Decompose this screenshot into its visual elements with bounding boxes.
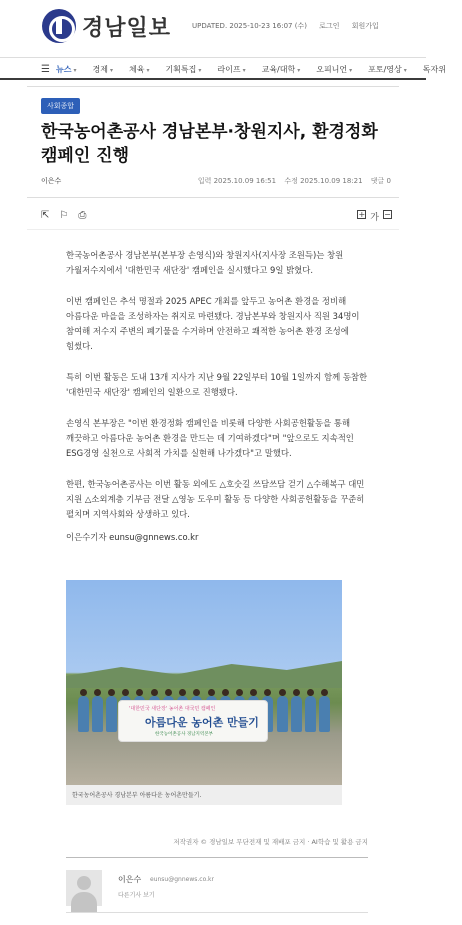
nav-item-label: 체육 — [128, 65, 145, 74]
photo-person — [291, 696, 302, 732]
chevron-down-icon: ▾ — [146, 67, 150, 74]
share-icon[interactable]: ⇱ — [41, 210, 50, 221]
photo-person — [78, 696, 89, 732]
main-nav — [0, 57, 446, 80]
nav-item-label: 기획특집 — [165, 65, 197, 74]
nav-item[interactable] — [262, 64, 301, 75]
site-logo[interactable] — [42, 9, 171, 43]
author-more-articles-link[interactable]: 다른기사 보기 — [118, 892, 155, 899]
chevron-down-icon: ▾ — [73, 67, 77, 74]
site-name: 경남일보 — [82, 15, 172, 41]
nav-item[interactable] — [423, 64, 446, 75]
article-paragraph: 한편, 한국농어촌공사는 이번 활동 외에도 △호숫길 쓰담쓰담 걷기 △수해복구 대민 지원 △소외계층 기부금 전달 △영농 도우미 활동 등 다양한 사회공헌활동을 꾸준히 펼치며 지역사회와 상생하고 있다. — [66, 479, 365, 519]
banner-top-text: '대한민국 새단장' 농어촌 대국민 캠페인 — [129, 706, 216, 712]
photo-person — [92, 696, 103, 732]
photo-caption: 한국농어촌공사 경남본부 아름다운 농어촌만들기. — [66, 785, 342, 805]
photo-banner — [118, 700, 268, 742]
photo-person — [319, 696, 330, 732]
login-link[interactable]: 로그인 — [319, 22, 340, 30]
article-dates — [192, 176, 391, 186]
chevron-down-icon: ▾ — [349, 67, 353, 74]
divider — [66, 857, 368, 858]
menu-icon[interactable]: ☰ — [41, 64, 50, 75]
nav-item[interactable] — [316, 64, 352, 75]
author-email[interactable]: eunsu@gnnews.co.kr — [150, 876, 214, 883]
chevron-down-icon: ▾ — [109, 67, 113, 74]
article-paragraph: 이번 캠페인은 추석 명절과 2025 APEC 개최를 앞두고 농어촌 환경을 정비해 아름다운 마을을 조성하자는 취지로 마련됐다. 경남본부와 창원지사 직원 34명이 참여해 저수지 주변의 폐기물을 수거하며 안전하고 쾌적한 농어촌 환경 조성에 힘썼다. — [66, 296, 360, 351]
font-decrease-icon[interactable]: − — [384, 210, 391, 219]
photo-person — [106, 696, 117, 732]
signup-link[interactable]: 회원가입 — [351, 22, 379, 30]
modified-date: 수정 2025.10.09 18:21 — [284, 177, 363, 185]
article-paragraph: 특히 이번 활동은 도내 13개 지사가 지난 9월 22일부터 10월 1일까지 함께 동참한 '대한민국 새단장' 캠페인의 일환으로 진행됐다. — [66, 372, 368, 397]
nav-items — [56, 64, 462, 75]
nav-item-label: 뉴스 — [56, 65, 72, 74]
author-box — [66, 868, 368, 914]
author-name[interactable]: 이은수 — [118, 875, 142, 884]
banner-sub-text: 한국농어촌공사 경남지역본부 — [155, 732, 213, 737]
photo-person — [305, 696, 316, 732]
font-label: 가 — [370, 213, 379, 223]
nav-item-label: 독자위 — [422, 65, 446, 74]
nav-item-label: 교육/대학 — [261, 65, 296, 74]
photo-person — [277, 696, 288, 732]
comment-count[interactable]: 댓글 0 — [370, 177, 391, 185]
article-paragraph: 손영식 본부장은 "이번 환경정화 캠페인을 비롯해 다양한 사회공헌활동을 통해 깨끗하고 아름다운 농어촌 환경을 만드는 데 기여하겠다"며 "앞으로도 지속적인 ESG경영 실천으로 사회적 가치를 실현해 나가겠다"고 말했다. — [66, 418, 354, 458]
nav-item[interactable] — [92, 64, 112, 75]
header-utility — [192, 21, 379, 31]
banner-main-text: 아름다운 농어촌 만들기 — [145, 716, 259, 729]
bookmark-icon[interactable]: ⚐ — [59, 210, 69, 221]
article-tools — [41, 210, 96, 221]
logo-emblem-icon — [42, 9, 76, 43]
site-header — [0, 0, 426, 52]
article-title: 한국농어촌공사 경남본부·창원지사, 환경정화 캠페인 진행 — [41, 122, 378, 166]
nav-item-label: 라이프 — [217, 65, 241, 74]
divider — [27, 229, 399, 230]
divider — [66, 912, 368, 913]
chevron-down-icon: ▾ — [403, 67, 407, 74]
article-paragraph: 한국농어촌공사 경남본부(본부장 손영식)와 창원지사(지사장 조원득)는 창원 가월저수지에서 '대한민국 새단장' 캠페인을 실시했다고 9일 밝혔다. — [66, 250, 344, 275]
reporter-name[interactable]: 이은수 — [41, 177, 62, 185]
print-icon[interactable]: ⎙ — [78, 210, 87, 221]
article-meta — [41, 176, 391, 188]
font-increase-icon[interactable]: + — [358, 210, 366, 219]
nav-item[interactable] — [368, 64, 407, 75]
article-photo[interactable] — [66, 580, 342, 785]
chevron-down-icon: ▾ — [242, 67, 246, 74]
updated-timestamp: UPDATED. 2025-10-23 16:07 (수) — [192, 22, 307, 30]
divider — [27, 197, 399, 198]
published-date: 입력 2025.10.09 16:51 — [197, 177, 277, 185]
nav-item-label: 경제 — [92, 65, 108, 74]
avatar — [66, 870, 102, 906]
font-size-controls — [353, 210, 392, 223]
reporter-email-line: 이은수기자 eunsu@gnnews.co.kr — [66, 532, 199, 542]
article-body — [66, 248, 372, 561]
nav-item-label: 포토/영상 — [368, 65, 402, 74]
nav-item[interactable] — [129, 64, 149, 75]
nav-item[interactable] — [56, 64, 76, 75]
category-badge[interactable]: 사회종합 — [41, 98, 80, 114]
divider — [27, 86, 399, 87]
copyright-notice: 저작권자 © 경남일보 무단전재 및 재배포 금지 · AI학습 및 활용 금지 — [173, 838, 368, 846]
nav-item[interactable] — [217, 64, 245, 75]
nav-item-label: 오피니언 — [316, 65, 348, 74]
nav-item[interactable] — [165, 64, 201, 75]
chevron-down-icon: ▾ — [297, 67, 301, 74]
chevron-down-icon: ▾ — [198, 67, 202, 74]
